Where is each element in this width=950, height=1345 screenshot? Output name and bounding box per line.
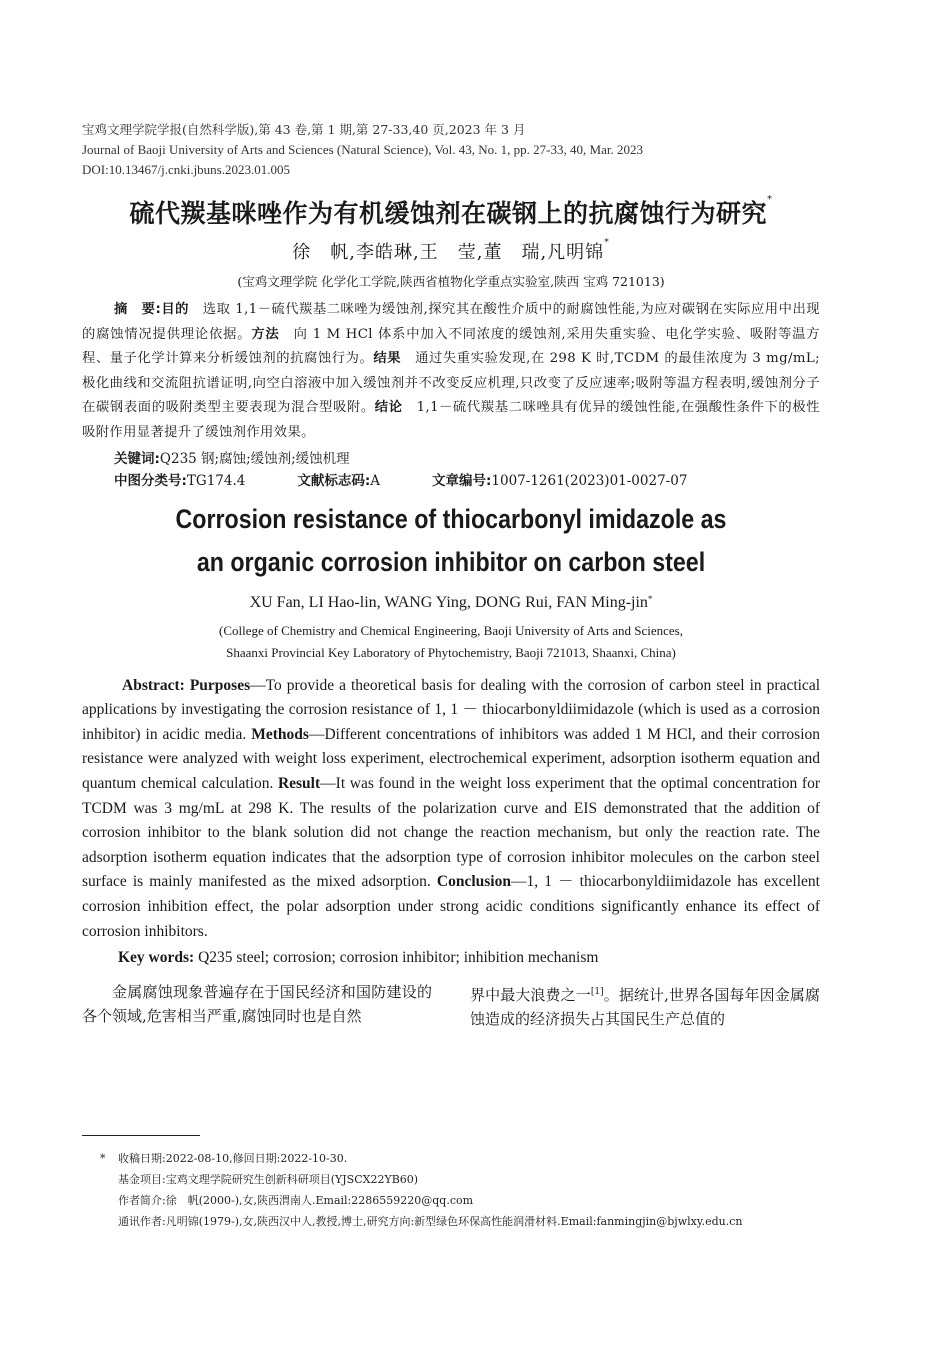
abstract-en-methods-label: Methods <box>251 725 309 743</box>
body-left-text: 金属腐蚀现象普遍存在于国民经济和国防建设的各个领域,危害相当严重,腐蚀同时也是自然 <box>82 983 432 1026</box>
body-column-right <box>470 980 820 1031</box>
abstract-cn-conclusion: 1,1－硫代羰基二咪唑具有优异的缓蚀性能,在强酸性条件下的极性吸附作用显著提升了缓蚀剂作用效果。 <box>82 400 820 440</box>
article-no-label: 文章编号: <box>432 472 492 489</box>
footnotes <box>100 1148 860 1232</box>
article-no-value: 1007-1261(2023)01-0027-07 <box>491 472 688 489</box>
doi[interactable]: DOI:10.13467/j.cnki.jbuns.2023.01.005 <box>82 162 290 177</box>
affiliation-en-line1: (College of Chemistry and Chemical Engineering, Baoji University of Arts and Sciences, <box>219 622 683 638</box>
title-cn <box>82 194 820 230</box>
clc-value: TG174.4 <box>186 472 246 489</box>
classification-line <box>82 470 820 492</box>
abstract-en-result-label: Result <box>277 774 321 792</box>
abstract-cn-method-label: 方法 <box>251 326 280 342</box>
abstract-cn-result: 通过失重实验发现,在 298 K 时,TCDM 的最佳浓度为 3 mg/mL;极化曲线和交流阻抗谱证明,向空白溶液中加入缓蚀剂并不改变反应机理,只改变了反应速率;吸附等温方程表明,缓蚀剂分子在碳钢表面的吸附类型主要表现为混合型吸附。 <box>82 351 820 416</box>
abstract-en-conclusion: —1, 1 － thiocarbonyldiimidazole has excellent corrosion inhibition effect, the polar adsorption under strong acidic conditions significantly enhance its effect of corrosion inhibitors. <box>82 873 820 940</box>
title-cn-text: 硫代羰基咪唑作为有机缓蚀剂在碳钢上的抗腐蚀行为研究 <box>129 199 767 228</box>
clc-label: 中图分类号: <box>114 472 187 489</box>
footnote-star: * <box>100 1152 106 1165</box>
article-body <box>82 120 820 1031</box>
keywords-en-text: Q235 steel; corrosion; corrosion inhibitor; inhibition mechanism <box>198 949 599 967</box>
body-right-text-a: 界中最大浪费之一 <box>470 986 591 1005</box>
keywords-en-label: Key words: <box>118 949 195 967</box>
title-footnote-mark[interactable]: * <box>767 194 773 205</box>
abstract-en-purposes-label: Purposes <box>189 676 251 694</box>
footnote-corresponding: 通讯作者:凡明锦(1979-),女,陕西汉中人,教授,博士,研究方向:新型绿色环保高性能润滑材料.Email:fanmingjin@bjwlxy.edu.cn <box>118 1215 743 1228</box>
authors-en-text: XU Fan, LI Hao-lin, WANG Ying, DONG Rui, FAN Ming-jin <box>249 593 648 611</box>
doc-code-value: A <box>370 472 380 489</box>
abstract-en-result: —It was found in the weight loss experiment that the optimal concentration for TCDM was 3 mg/mL at 298 K. The results of the polarization curve and EIS demonstrated that the addition of corrosion inhibitor to the blank solution did not change the reaction mechanism, but only the reaction rate. The adsorption isotherm equation indicates that the adsorption type of corrosion inhibitor molecules on the carbon steel surface is mainly manifested as the mixed adsorption. <box>82 774 820 891</box>
abstract-cn <box>82 298 820 446</box>
affiliation-en-line2: Shaanxi Provincial Key Laboratory of Phytochemistry, Baoji 721013, Shaanxi, China) <box>226 644 676 660</box>
journal-citation-en: Journal of Baoji University of Arts and Sciences (Natural Science), Vol. 43, No. 1, pp. 27-33, 40, Mar. 2023 <box>82 142 643 157</box>
footnote-divider <box>82 1135 200 1136</box>
body-column-left <box>82 980 432 1031</box>
reference-1-link[interactable]: [1] <box>590 987 604 998</box>
abstract-en <box>82 674 820 945</box>
authors-cn <box>82 238 820 264</box>
footnote-author-intro: 作者简介:徐 帆(2000-),女,陕西渭南人.Email:2286559220@qq.com <box>118 1194 474 1207</box>
abstract-cn-purpose-label: 目的 <box>161 302 189 317</box>
affiliation-en <box>82 620 820 664</box>
affiliation-cn: (宝鸡文理学院 化学化工学院,陕西省植物化学重点实验室,陕西 宝鸡 721013) <box>237 274 665 289</box>
keywords-cn-label: 关键词: <box>114 450 160 467</box>
keywords-en <box>82 946 820 970</box>
title-en-line2: an organic corrosion inhibitor on carbon steel <box>196 546 706 577</box>
abstract-cn-conclusion-label: 结论 <box>374 400 403 416</box>
abstract-cn-method: 向 1 M HCl 体系中加入不同浓度的缓蚀剂,采用失重实验、电化学实验、吸附等温方程、量子化学计算来分析缓蚀剂的抗腐蚀行为。 <box>82 326 820 367</box>
body-right-text-b: 。据统计,世界各国每年因金属腐蚀造成的经济损失占其国民生产总值的 <box>470 986 820 1029</box>
abstract-en-label: Abstract: <box>122 676 185 694</box>
authors-cn-text: 徐 帆,李皓琳,王 莹,董 瑞,凡明锦 <box>292 242 605 263</box>
keywords-cn-text: Q235 钢;腐蚀;缓蚀剂;缓蚀机理 <box>159 450 350 467</box>
footnote-fund: 基金项目:宝鸡文理学院研究生创新科研项目(YJSCX22YB60) <box>118 1173 419 1186</box>
corresponding-mark: * <box>604 238 610 248</box>
journal-citation-cn: 宝鸡文理学院学报(自然科学版),第 43 卷,第 1 期,第 27-33,40 页,2023 年 3 月 <box>82 122 526 137</box>
abstract-en-conclusion-label: Conclusion <box>436 873 511 891</box>
footnote-received <box>100 1148 860 1169</box>
title-en-line1: Corrosion resistance of thiocarbonyl imidazole as <box>175 503 727 534</box>
abstract-cn-purpose: 选取 1,1－硫代羰基二咪唑为缓蚀剂,探究其在酸性介质中的耐腐蚀性能,为应对碳钢在实际应用中出现的腐蚀情况提供理论依据。 <box>82 302 820 342</box>
abstract-cn-label: 摘 要: <box>114 302 162 317</box>
abstract-cn-result-label: 结果 <box>373 351 402 367</box>
abstract-en-purposes: —To provide a theoretical basis for dealing with the corrosion of carbon steel in practical applications by investigating the corrosion resistance of 1, 1 － thiocarbonyldiimidazole (which is used as a corrosion inhibitor) in acidic media. <box>82 676 821 743</box>
doc-code-label: 文献标志码: <box>297 472 371 489</box>
keywords-cn <box>82 448 820 470</box>
corresponding-mark-en: * <box>647 593 653 604</box>
title-en <box>134 498 769 584</box>
body-text <box>82 980 820 1031</box>
abstract-en-methods: —Different concentrations of inhibitors was added 1 M HCl, and their corrosion resistance were analyzed with weight loss experiment, electrochemical experiment, adsorption isotherm equation and quantum chemical calculation. <box>82 725 820 792</box>
authors-en <box>82 594 820 612</box>
footnote-received-text: 收稿日期:2022-08-10,修回日期:2022-10-30. <box>118 1152 348 1165</box>
